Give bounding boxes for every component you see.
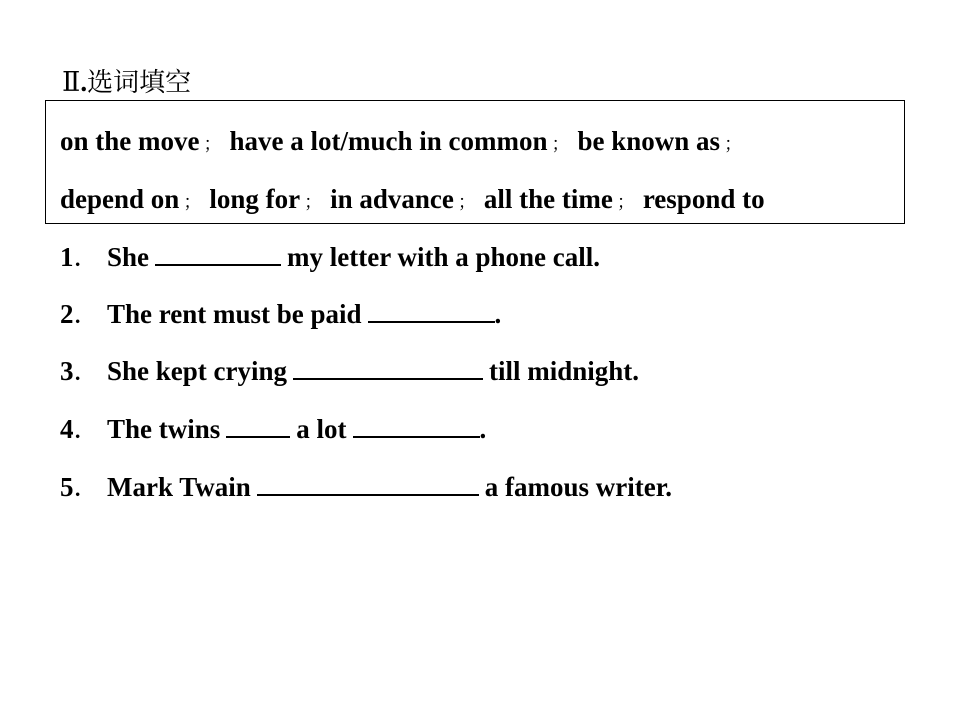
answer-blank[interactable]: [226, 412, 290, 438]
question-number: 1．: [60, 242, 101, 272]
question-text: Mark Twain: [107, 472, 251, 502]
question-text: a famous writer.: [484, 472, 673, 502]
word-bank-phrase: long for: [209, 184, 301, 214]
question-2: [60, 297, 501, 331]
section-dot: .: [80, 67, 88, 97]
question-5: [60, 470, 672, 504]
section-heading: [62, 64, 191, 101]
word-bank-separator: ；: [457, 192, 476, 213]
question-text: She: [107, 242, 150, 272]
word-bank-phrase: on the move: [60, 126, 200, 156]
answer-blank[interactable]: [293, 354, 483, 380]
question-number: 4．: [60, 414, 101, 444]
word-bank-phrase: have a lot/much in common: [229, 126, 548, 156]
word-bank-phrase: all the time: [483, 184, 613, 214]
word-bank-phrase: be known as: [577, 126, 721, 156]
word-bank-phrase: in advance: [330, 184, 454, 214]
word-bank-separator: ；: [616, 192, 635, 213]
question-text: She kept crying: [107, 356, 288, 386]
question-4: [60, 412, 486, 446]
section-roman-numeral: Ⅱ: [62, 67, 81, 97]
word-bank-line-2: [60, 182, 765, 220]
word-bank-line-1: [60, 124, 750, 162]
question-text: The rent must be paid: [107, 299, 362, 329]
answer-blank[interactable]: [155, 240, 281, 266]
word-bank-phrase: depend on: [60, 184, 180, 214]
answer-blank[interactable]: [368, 297, 495, 323]
question-text: a lot: [296, 414, 347, 444]
word-bank-phrase: respond to: [642, 184, 765, 214]
question-text: The twins: [107, 414, 221, 444]
question-1: [60, 240, 600, 274]
question-text: .: [479, 414, 487, 444]
word-bank-separator: ；: [183, 192, 202, 213]
question-text: .: [494, 299, 502, 329]
question-text: my letter with a phone call.: [287, 242, 600, 272]
answer-blank[interactable]: [257, 470, 479, 496]
answer-blank[interactable]: [353, 412, 480, 438]
question-text: till midnight.: [489, 356, 640, 386]
question-number: 5．: [60, 472, 101, 502]
question-number: 3．: [60, 356, 101, 386]
word-bank-separator: ；: [304, 192, 323, 213]
question-3: [60, 354, 639, 388]
section-title: 选词填空: [87, 68, 192, 98]
word-bank-separator: ；: [203, 134, 222, 155]
word-bank-separator: ；: [724, 134, 743, 155]
word-bank-separator: ；: [551, 134, 570, 155]
question-number: 2．: [60, 299, 101, 329]
